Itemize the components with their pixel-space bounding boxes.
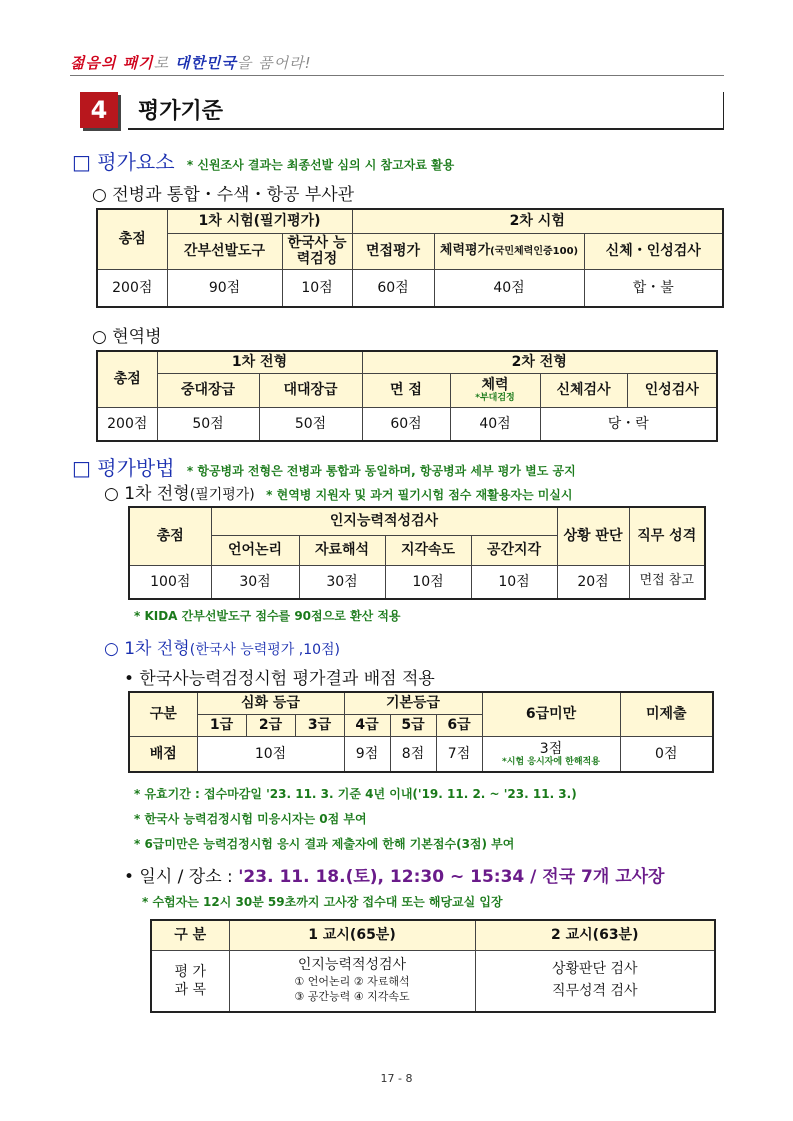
th-c1: 중대장급: [157, 373, 259, 407]
td-value: 30점: [299, 565, 385, 599]
td-value: 40점: [434, 269, 584, 307]
td-value: 당・락: [540, 407, 717, 441]
td-value: 90점: [167, 269, 282, 307]
schedule-note: * 수험자는 12시 30분 59초까지 고사장 접수대 또는 해당교실 입장: [142, 895, 503, 909]
th-round1: 1차 전형: [157, 351, 362, 373]
header-divider: [70, 75, 724, 76]
td-p2: 상황판단 검사 직무성격 검사: [475, 950, 715, 1012]
th-g2: 2급: [246, 714, 295, 736]
td-value: 10점: [197, 736, 344, 772]
eval-method-heading: □ 평가방법 * 항공병과 전형은 전병과 통합과 동일하며, 항공병과 세부 평가 별도 공지: [72, 456, 576, 480]
table-group1: [96, 208, 724, 308]
th-round2: 2차 전형: [362, 351, 717, 373]
th-c6: 인성검사: [627, 373, 717, 407]
td-value: 50점: [259, 407, 362, 441]
th-job: 직무 성격: [629, 507, 705, 565]
td-value: 10점: [471, 565, 557, 599]
th-g3: 3급: [295, 714, 344, 736]
td-value: 10점: [385, 565, 471, 599]
td-row-label: 평 가 과 목: [151, 950, 229, 1012]
history-note-2: * 한국사 능력검정시험 미응시자는 0점 부여: [134, 812, 367, 826]
th-g1: 1급: [197, 714, 246, 736]
section-title: 평가기준: [138, 99, 224, 124]
th-a4: 공간지각: [471, 535, 557, 565]
th-c4: 체력평가(국민체력인증100): [434, 233, 584, 269]
th-round2: 2차 시험: [352, 209, 723, 233]
th-c1: 간부선발도구: [167, 233, 282, 269]
td-value: 10점: [282, 269, 352, 307]
history-note-1: * 유효기간 : 접수마감일 '23. 11. 3. 기준 4년 이내('19. 11. 2. ~ '23. 11. 3.): [134, 787, 577, 801]
th-div: 구 분: [151, 920, 229, 950]
td-value: 면접 참고: [629, 565, 705, 599]
td-value: 0점: [620, 736, 713, 772]
td-value: 30점: [211, 565, 299, 599]
page-number: 17 - 8: [380, 1072, 413, 1085]
schedule-line: • 일시 / 장소 : '23. 11. 18.(토), 12:30 ~ 15:34 / 전국 7개 고사장: [124, 867, 665, 887]
td-value: 9점: [344, 736, 390, 772]
td-value: 50점: [157, 407, 259, 441]
th-a1: 언어논리: [211, 535, 299, 565]
table-history: [128, 691, 714, 773]
th-round1: 1차 시험(필기평가): [167, 209, 352, 233]
th-adv: 심화 등급: [197, 692, 344, 714]
td-value: 200점: [97, 269, 167, 307]
section-number: 4: [80, 92, 118, 128]
td-value: 7점: [436, 736, 482, 772]
th-total: 총점: [129, 507, 211, 565]
checkbox-square-icon: □: [72, 456, 91, 480]
section-header: [70, 90, 724, 132]
th-c3: 면 접: [362, 373, 450, 407]
th-total: 총점: [97, 351, 157, 407]
th-c5: 신체검사: [540, 373, 627, 407]
th-g4: 4급: [344, 714, 390, 736]
th-div: 구분: [129, 692, 197, 736]
th-p2: 2 교시(63분): [475, 920, 715, 950]
th-g5: 5급: [390, 714, 436, 736]
td-value: 60점: [362, 407, 450, 441]
th-c4: 체력 *부대검정: [450, 373, 540, 407]
td-value: 20점: [557, 565, 629, 599]
th-below6: 6급미만: [482, 692, 620, 736]
td-value: 60점: [352, 269, 434, 307]
checkbox-square-icon: □: [72, 150, 91, 174]
written-footnote: * KIDA 간부선발도구 점수를 90점으로 환산 적용: [134, 609, 401, 623]
history-bullet: • 한국사능력검정시험 평가결과 배점 적용: [124, 669, 435, 689]
eval-elements-heading: □ 평가요소 * 신원조사 결과는 최종선발 심의 시 참고자료 활용: [72, 150, 455, 174]
th-total: 총점: [97, 209, 167, 269]
history-note-3: * 6급미만은 능력검정시험 응시 결과 제출자에 한해 기본점수(3점) 부여: [134, 837, 515, 851]
th-p1: 1 교시(65분): [229, 920, 475, 950]
th-g6: 6급: [436, 714, 482, 736]
td-value: 3점 *시험 응시자에 한해적용: [482, 736, 620, 772]
th-c2: 한국사 능력검정: [282, 233, 352, 269]
th-a3: 지각속도: [385, 535, 471, 565]
td-p1: 인지능력적성검사 ① 언어논리 ② 자료해석 ③ 공간능력 ④ 지각속도: [229, 950, 475, 1012]
table-group2: [96, 350, 718, 442]
th-basic: 기본등급: [344, 692, 482, 714]
th-c2: 대대장급: [259, 373, 362, 407]
td-value: 200점: [97, 407, 157, 441]
th-situation: 상황 판단: [557, 507, 629, 565]
td-value: 40점: [450, 407, 540, 441]
th-none: 미제출: [620, 692, 713, 736]
written-label: ○ 1차 전형(필기평가) * 현역병 지원자 및 과거 필기시험 점수 재활용자는 미실시: [104, 484, 573, 504]
td-value: 8점: [390, 736, 436, 772]
th-a2: 자료해석: [299, 535, 385, 565]
table-schedule: [150, 919, 716, 1013]
th-c5: 신체・인성검사: [584, 233, 723, 269]
history-label: ○ 1차 전형(한국사 능력평가 ,10점): [104, 639, 341, 659]
td-value: 100점: [129, 565, 211, 599]
th-aptitude: 인지능력적성검사: [211, 507, 557, 535]
slogan: 젊음의 패기로 대한민국을 품어라!: [70, 54, 312, 72]
th-c3: 면접평가: [352, 233, 434, 269]
td-value: 합・불: [584, 269, 723, 307]
group2-label: ○ 현역병: [92, 327, 162, 347]
table-written: [128, 506, 706, 600]
th-row-label: 배점: [129, 736, 197, 772]
group1-label: ○ 전병과 통합・수색・항공 부사관: [92, 185, 355, 205]
